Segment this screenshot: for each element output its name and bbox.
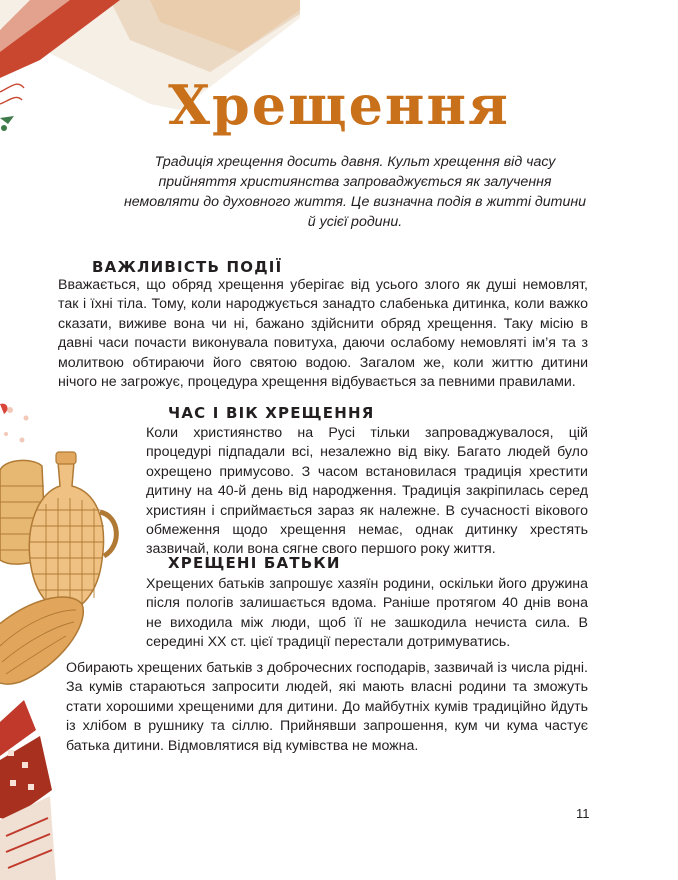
section-paragraph-godparents-1: Хрещених батьків запрошує хазяїн родини, оскільки його дружина після пологів залишається вдома. Раніше протягом 40 днів вона не виходила між люди, щоб її не зашкодила нечиста сила. В середині XX ст. цієї традиції перестали дотримуватись. [146,576,588,651]
section-paragraph-time-and-age: Коли християнство на Русі тільки запроваджувалося, цій процедурі підпадали всі, незалежно від віку. Багато людей було охрещено примусово. З часом встановилася традиція хрестити дитину на 40-й день від народження. Традиція закріпилась серед християн і сприймається зараз як належне. В сучасності вікового обмеження щодо хрещення немає, однак дитинку хрестять зазвичай, коли вона сягне свого першого року життя. [146,425,588,558]
pottery-illustration [0,400,160,880]
section-paragraph-importance: Вважається, що обряд хрещення уберігає від усього злого як душі немовлят, так і їхні тіла. Тому, коли народжується занадто слабенька дитинка, коли важко сказати, виживе вона чи ні, бажано здійснити обряд хрещення. Таку місію в давні часи почасти виконувала повитуха, даючи ослабому немовляті ім’я та з молитвою обтираючи його святою водою. Загалом же, коли життю дитини нічого не загрожує, процедура хрещення відбувається за певними правилами. [58,277,588,391]
section-paragraph-godparents-2: Обирають хрещених батьків з доброчесних господарів, зазвичай із числа рідні. За кумів стараються запросити людей, які мають власні родини та зможуть стати хорошими хрещеними для дитини. До майбутніх кумів традиційно йдуть із хлібом в рушнику та сіллю. Прийнявши запрошення, кум чи кума частує батька дитини. Відмовлятися від кумівства не можна. [66,660,588,754]
page-number: 11 [576,806,590,821]
section-heading-godparents: ХРЕЩЕНІ БАТЬКИ [168,554,341,572]
section-heading-time-and-age: ЧАС І ВІК ХРЕЩЕННЯ [168,404,375,422]
intro-paragraph: Традиція хрещення досить давня. Культ хрещення від часу прийняття християнства запроваджується як залучення немовляти до духовного життя. Це визначна подія в житті дитини й усієї родини. [123,154,587,230]
page-title: Хрещення [168,73,510,137]
section-heading-importance: ВАЖЛИВІСТЬ ПОДІЇ [92,258,283,276]
